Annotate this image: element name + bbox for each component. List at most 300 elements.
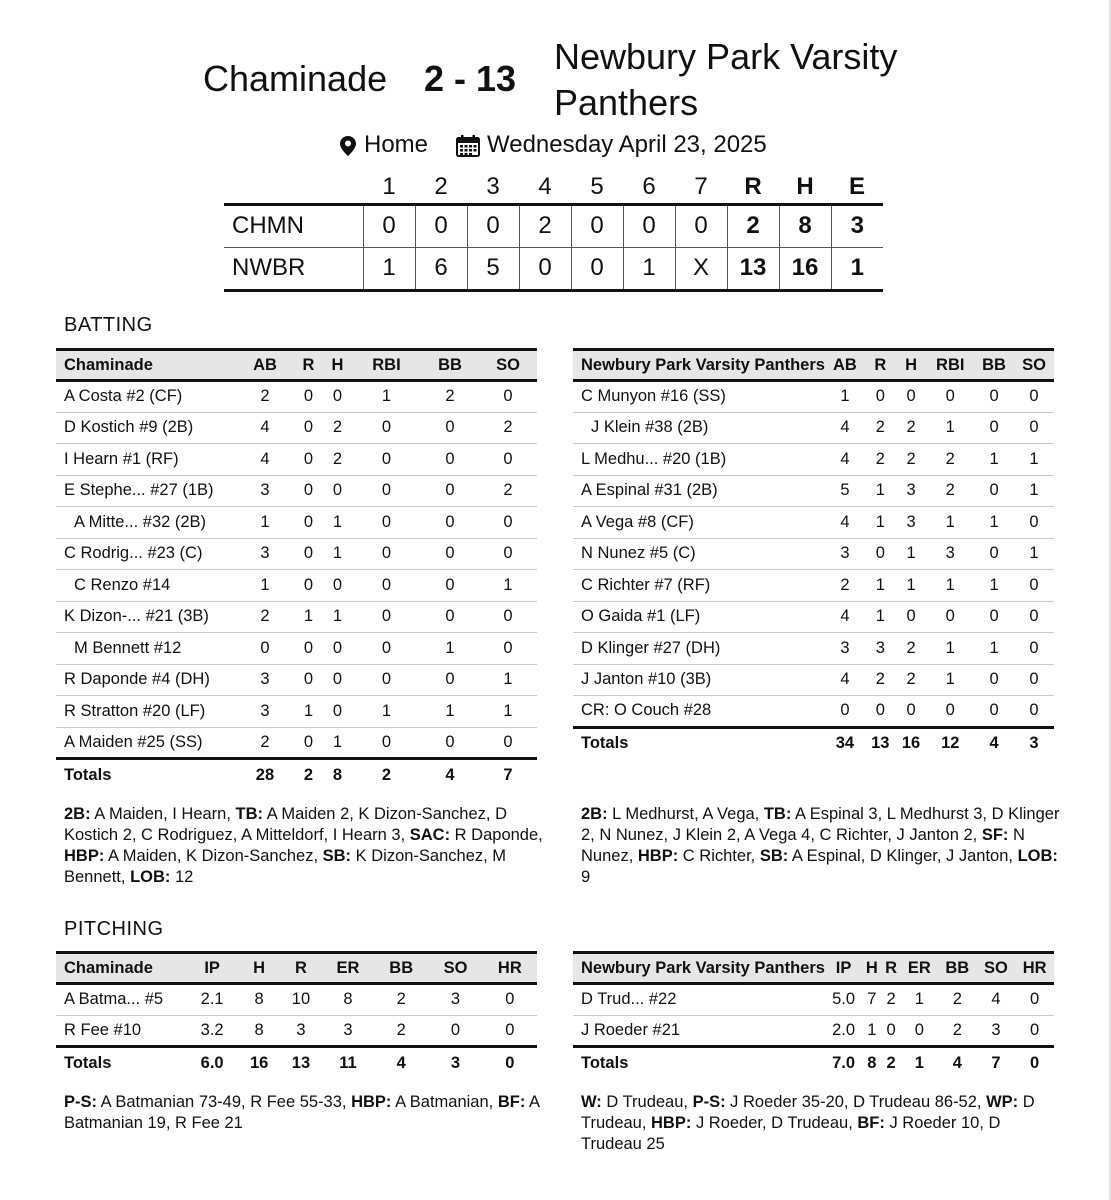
hits-header: H [796,173,814,201]
player-stat: 1 [974,507,1014,539]
player-stat: 2 [926,475,974,507]
player-row [56,475,537,507]
totals-label: Totals [581,1053,629,1072]
player-stat: 2 [938,1015,977,1047]
total-stat: 11 [339,1053,357,1072]
player-stat: 0 [896,601,927,633]
stat-column-header: H [238,953,280,984]
total-stat: 7 [503,765,513,784]
player-row [56,664,537,696]
player-row [56,381,537,413]
pitching-notes-home [581,1092,1061,1155]
player-stat: 3 [825,538,865,570]
game-location: Home [364,131,429,158]
player-stat: 7 [862,984,881,1016]
note-text: 12 [170,868,194,886]
note-label: SB: [759,847,789,865]
pitching-section-title: PITCHING [64,918,164,940]
player-stat: 5 [825,475,865,507]
note-text: C Richter, [678,847,760,865]
player-row [573,412,1054,444]
player-stat: 3 [280,1015,322,1047]
total-stat: 16 [249,1053,269,1072]
player-stat: 0 [479,601,537,633]
line-score-row-away [224,204,883,247]
player-row [573,444,1054,476]
note-text: J Roeder 10, D Trudeau 25 [581,1114,1005,1153]
stat-column-header: ER [322,953,374,984]
total-stat: 2 [303,765,314,784]
player-stat: 4 [825,601,865,633]
note-text: A Batmanian 19, R Fee 21 [64,1093,544,1132]
player-stat: 2.1 [186,984,238,1016]
player-stat: 0 [352,475,421,507]
stat-column-header: AB [236,350,294,381]
player-stat: 0 [294,664,323,696]
game-header [0,30,1111,130]
note-text: A Espinal 3, L Medhurst 3, D Klinger 2, N Nunez, J Klein 2, A Vega 4, C Richter, J Janton 2, [581,805,1065,844]
player-stat: 1 [825,381,865,413]
player-stat: 0 [352,633,421,665]
calendar-icon [456,135,480,157]
player-stat: 2 [479,412,537,444]
player-stat: 2 [236,727,294,759]
player-stat: 1 [236,507,294,539]
player-stat: 1 [294,601,323,633]
errors-header: E [848,173,865,201]
player-stat: 1 [1014,538,1054,570]
note-label: P-S: [64,1093,97,1111]
player-stat: 2 [479,475,537,507]
totals-label: Totals [64,1053,112,1072]
total-stat: 12 [941,734,960,752]
player-stat: 2.0 [825,1015,862,1047]
player-name: N Nunez #5 (C) [573,538,825,570]
player-stat: 2 [236,601,294,633]
note-label: HBP: [351,1093,392,1111]
player-name: D Kostich #9 (2B) [56,412,236,444]
player-stat: 0 [926,601,974,633]
player-stat: 2 [236,381,294,413]
player-stat: 1 [323,727,352,759]
player-stat: 0 [479,381,537,413]
inning-score: 6 [415,247,467,290]
player-stat: 0 [974,475,1014,507]
inning-score: 5 [467,247,519,290]
inning-header: 4 [538,173,552,201]
note-text: D Trudeau, [581,1093,1039,1132]
player-row [56,412,537,444]
player-stat: 0 [1014,601,1054,633]
player-stat: 1 [865,570,896,602]
game-date: Wednesday April 23, 2025 [487,131,767,158]
stat-column-header: ER [901,953,938,984]
stat-column-header: SO [479,350,537,381]
player-stat: 3 [896,475,927,507]
stat-column-header: RBI [926,350,974,381]
player-stat: 1 [896,570,927,602]
player-stat: 0 [974,696,1014,728]
player-stat: 0 [896,381,927,413]
player-name: C Rodrig... #23 (C) [56,538,236,570]
stat-column-header: SO [977,953,1016,984]
player-stat: 0 [825,696,865,728]
note-text: D Trudeau, [601,1093,693,1111]
player-stat: 1 [926,664,974,696]
player-stat: 2 [938,984,977,1016]
player-stat: 4 [236,412,294,444]
player-stat: 1 [236,570,294,602]
total-stat: 4 [445,765,455,784]
team-column-header: Chaminade [56,953,186,984]
stat-column-header: BB [374,953,428,984]
player-name: A Batma... #5 [56,984,186,1016]
player-row [56,1015,537,1047]
player-stat: 0 [881,1015,900,1047]
note-label: BF: [857,1114,885,1132]
note-text: A Maiden, K Dizon-Sanchez, [104,847,323,865]
stat-column-header: RBI [352,350,421,381]
inning-score: 1 [623,247,675,290]
player-stat: 5.0 [825,984,862,1016]
player-stat: 2 [896,444,927,476]
inning-header: 7 [694,173,708,201]
line-score-team-header [224,172,363,204]
player-stat: 2 [926,444,974,476]
runs-header: R [744,173,762,201]
note-label: WP: [986,1093,1019,1111]
note-text: A Maiden 2, K Dizon-Sanchez, D Kostich 2, C Rodriguez, A Mitteldorf, I Hearn 3, [64,805,512,844]
player-name: L Medhu... #20 (1B) [573,444,825,476]
player-stat: 2 [374,984,428,1016]
note-text: A Espinal, D Klinger, J Janton, [788,847,1018,865]
player-stat: 3 [236,475,294,507]
inning-header: 6 [642,173,656,201]
player-stat: 0 [483,984,537,1016]
player-row [573,381,1054,413]
totals-row [56,759,537,791]
player-stat: 1 [974,633,1014,665]
stat-column-header: HR [483,953,537,984]
player-stat: 1 [926,412,974,444]
player-stat: 2 [896,412,927,444]
box-header-row [56,953,537,984]
player-stat: 2 [881,984,900,1016]
game-meta [0,131,1111,161]
totals-label: Totals [64,765,112,784]
stat-column-header: H [323,350,352,381]
note-text: K Dizon-Sanchez, M Bennett, [64,847,511,886]
inning-score: 0 [675,204,727,247]
stat-column-header: IP [186,953,238,984]
stat-column-header: R [280,953,322,984]
stat-column-header: H [862,953,881,984]
player-stat: 0 [236,633,294,665]
note-label: LOB: [1017,847,1058,865]
inning-header: 5 [590,173,604,201]
total-stat: 7.0 [832,1053,856,1072]
player-stat: 0 [421,412,479,444]
total-stat: 3 [1029,734,1039,752]
note-label: TB: [763,805,792,823]
player-stat: 4 [977,984,1016,1016]
player-stat: 3 [825,633,865,665]
player-stat: 0 [421,601,479,633]
player-name: K Dizon-... #21 (3B) [56,601,236,633]
player-row [56,570,537,602]
note-label: HBP: [64,847,105,865]
player-stat: 1 [352,381,421,413]
player-row [56,696,537,728]
player-stat: 0 [1014,696,1054,728]
player-stat: 0 [421,727,479,759]
map-pin-icon [340,136,356,156]
player-stat: 0 [1014,381,1054,413]
player-stat: 0 [1015,1015,1054,1047]
player-stat: 1 [1014,444,1054,476]
player-stat: 0 [294,381,323,413]
totals-row [573,1047,1054,1079]
player-stat: 0 [352,412,421,444]
player-stat: 0 [323,381,352,413]
player-stat: 8 [322,984,374,1016]
player-row [573,538,1054,570]
total-runs: 13 [727,247,779,290]
player-stat: 0 [479,633,537,665]
inning-score: 0 [519,247,571,290]
player-stat: 8 [238,1015,280,1047]
player-stat: 0 [483,1015,537,1047]
player-stat: 2 [421,381,479,413]
totals-row [573,727,1054,759]
player-stat: 1 [865,601,896,633]
batting-notes-home [581,804,1065,888]
player-stat: 1 [421,633,479,665]
player-stat: 0 [428,1015,482,1047]
player-name: D Klinger #27 (DH) [573,633,825,665]
note-label: P-S: [692,1093,726,1111]
stat-column-header: SO [1014,350,1054,381]
totals-label: Totals [581,734,629,752]
player-stat: 0 [352,601,421,633]
line-score-row-home [224,247,883,290]
totals-row [56,1047,537,1079]
note-text: 9 [581,847,1063,886]
inning-score: 0 [415,204,467,247]
note-label: HBP: [637,847,679,865]
player-stat: 0 [294,633,323,665]
line-score-team: CHMN [224,204,363,247]
player-stat: 0 [1014,633,1054,665]
team-column-header: Newbury Park Varsity Panthers [573,953,825,984]
player-stat: 0 [294,727,323,759]
player-stat: 1 [352,696,421,728]
total-stat: 1 [914,1053,924,1072]
team-column-header: Newbury Park Varsity Panthers [573,350,825,381]
player-stat: 1 [926,570,974,602]
player-row [573,601,1054,633]
player-stat: 0 [974,412,1014,444]
player-stat: 1 [926,633,974,665]
player-stat: 0 [323,475,352,507]
player-stat: 3 [896,507,927,539]
player-stat: 0 [926,696,974,728]
player-stat: 0 [865,381,896,413]
player-name: D Trud... #22 [573,984,825,1016]
player-name: A Mitte... #32 (2B) [56,507,236,539]
player-stat: 0 [421,444,479,476]
player-stat: 0 [352,727,421,759]
stat-column-header: R [865,350,896,381]
inning-score: 0 [571,204,623,247]
player-stat: 3 [977,1015,1016,1047]
inning-score: 1 [363,247,415,290]
total-stat: 16 [901,734,921,752]
team-column-header: Chaminade [56,350,236,381]
player-row [573,507,1054,539]
player-row [573,633,1054,665]
player-stat: 0 [1014,570,1054,602]
player-stat: 0 [974,601,1014,633]
player-stat: 0 [479,727,537,759]
player-stat: 3 [865,633,896,665]
player-stat: 0 [294,412,323,444]
note-label: LOB: [130,868,171,886]
player-stat: 1 [901,984,938,1016]
player-row [56,444,537,476]
player-stat: 3 [236,538,294,570]
total-stat: 7 [991,1053,1001,1072]
stat-column-header: BB [938,953,977,984]
note-label: HBP: [651,1114,692,1132]
player-stat: 0 [974,381,1014,413]
inning-header: 3 [486,173,500,201]
player-stat: 0 [974,538,1014,570]
player-stat: 1 [974,570,1014,602]
inning-score: 0 [467,204,519,247]
player-stat: 2 [323,444,352,476]
total-runs: 2 [727,204,779,247]
player-stat: 0 [421,538,479,570]
total-stat: 4 [989,734,999,752]
line-score-team: NWBR [224,247,363,290]
player-name: J Roeder #21 [573,1015,825,1047]
box-header-row [56,350,537,381]
note-label: W: [581,1093,602,1111]
player-stat: 1 [896,538,927,570]
player-stat: 1 [865,507,896,539]
player-stat: 0 [421,664,479,696]
player-stat: 4 [825,507,865,539]
player-stat: 0 [479,538,537,570]
player-stat: 0 [1014,664,1054,696]
player-row [56,601,537,633]
player-name: R Fee #10 [56,1015,186,1047]
player-stat: 0 [352,570,421,602]
player-stat: 2 [374,1015,428,1047]
player-stat: 2 [825,570,865,602]
stat-column-header: BB [421,350,479,381]
total-stat: 13 [291,1053,311,1072]
player-name: C Renzo #14 [56,570,236,602]
player-name: R Daponde #4 (DH) [56,664,236,696]
player-stat: 3 [428,984,482,1016]
player-stat: 1 [323,538,352,570]
player-stat: 0 [926,381,974,413]
total-stat: 3 [450,1053,461,1072]
player-stat: 1 [1014,475,1054,507]
player-name: I Hearn #1 (RF) [56,444,236,476]
player-name: R Stratton #20 (LF) [56,696,236,728]
total-stat: 2 [886,1053,896,1072]
pitching-table-home [573,951,1054,1078]
player-row [56,633,537,665]
player-stat: 0 [865,696,896,728]
player-stat: 3 [236,696,294,728]
player-row [573,475,1054,507]
player-stat: 1 [479,570,537,602]
final-score: 2 - 13 [424,58,517,99]
total-stat: 34 [835,734,855,752]
player-row [573,696,1054,728]
player-stat: 0 [294,444,323,476]
total-stat: 2 [381,765,392,784]
player-stat: 3 [236,664,294,696]
player-stat: 4 [236,444,294,476]
stat-column-header: H [896,350,927,381]
player-stat: 3 [322,1015,374,1047]
inning-score: 0 [571,247,623,290]
note-text: L Medhurst, A Vega, [607,805,764,823]
stat-column-header: SO [428,953,482,984]
player-name: O Gaida #1 (LF) [573,601,825,633]
player-stat: 0 [323,633,352,665]
player-row [573,570,1054,602]
note-label: SF: [981,826,1009,844]
player-stat: 0 [352,507,421,539]
total-stat: 6.0 [200,1053,224,1072]
total-stat: 4 [952,1053,962,1072]
note-label: BF: [497,1093,526,1111]
player-stat: 2 [896,664,927,696]
player-stat: 4 [825,412,865,444]
player-name: A Costa #2 (CF) [56,381,236,413]
note-text: N Nunez, [581,826,1030,865]
player-stat: 10 [280,984,322,1016]
player-row [573,984,1054,1016]
player-stat: 0 [1014,412,1054,444]
line-score-table [224,172,883,292]
player-stat: 1 [865,475,896,507]
total-stat: 8 [867,1053,877,1072]
player-row [573,664,1054,696]
player-name: C Munyon #16 (SS) [573,381,825,413]
player-stat: 0 [865,538,896,570]
player-stat: 3.2 [186,1015,238,1047]
player-stat: 0 [1014,507,1054,539]
total-stat: 13 [871,734,890,752]
player-stat: 0 [974,664,1014,696]
note-label: 2B: [64,805,91,823]
note-text: J Roeder, D Trudeau, [691,1114,858,1132]
stat-column-header: BB [974,350,1014,381]
note-label: SAC: [409,826,451,844]
player-stat: 1 [974,444,1014,476]
player-row [56,538,537,570]
player-name: E Stephe... #27 (1B) [56,475,236,507]
total-stat: 0 [1030,1053,1040,1072]
total-stat: 28 [255,765,275,784]
